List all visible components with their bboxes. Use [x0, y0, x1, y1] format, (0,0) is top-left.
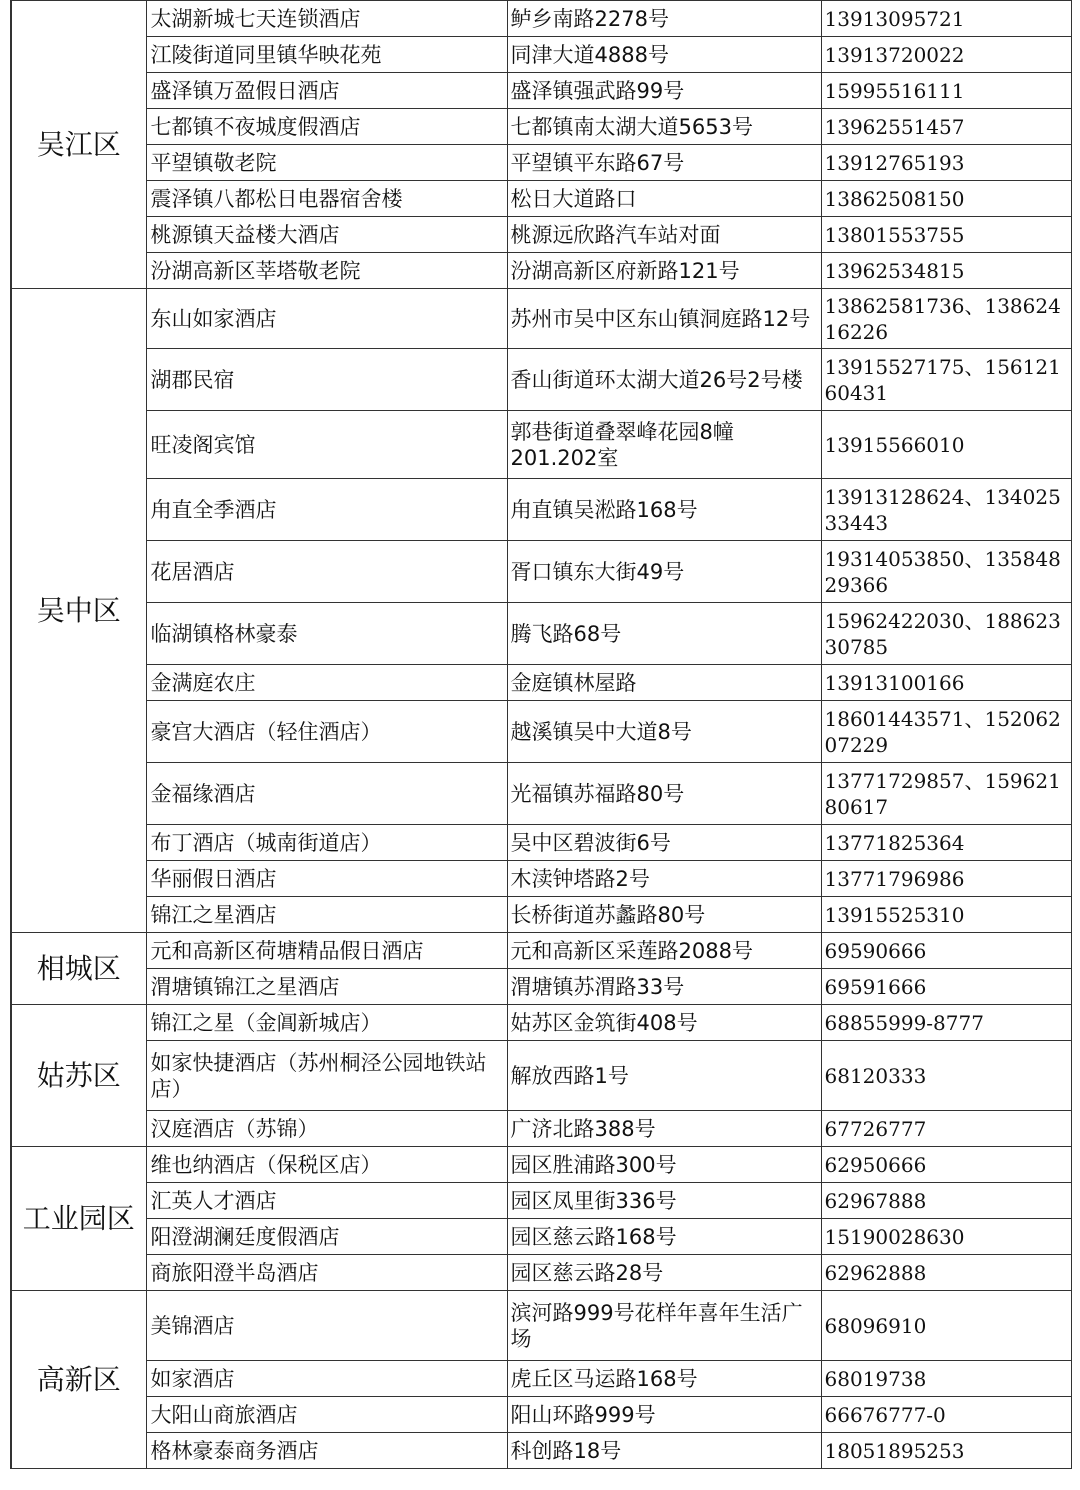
address-cell: 园区慈云路168号: [507, 1219, 821, 1255]
address-cell: 滨河路999号花样年喜年生活广场: [507, 1291, 821, 1361]
district-cell: 高新区: [11, 1291, 146, 1469]
phone-cell: 15190028630: [821, 1219, 1071, 1255]
table-row: [11, 701, 1071, 763]
table-row: [11, 969, 1071, 1005]
address-cell: 甪直镇吴淞路168号: [507, 479, 821, 541]
table-row: [11, 145, 1071, 181]
address-cell: 广济北路388号: [507, 1111, 821, 1147]
phone-cell: 62962888: [821, 1255, 1071, 1291]
address-cell: 阳山环路999号: [507, 1397, 821, 1433]
phone-cell: 13771825364: [821, 825, 1071, 861]
address-cell: 长桥街道苏蠡路80号: [507, 897, 821, 933]
hotel-name-cell: 甪直全季酒店: [146, 479, 507, 541]
hotel-name-cell: 平望镇敬老院: [146, 145, 507, 181]
district-cell: 工业园区: [11, 1147, 146, 1291]
table-row: [11, 1041, 1071, 1111]
phone-cell: 13913095721: [821, 1, 1071, 37]
hotel-name-cell: 如家酒店: [146, 1361, 507, 1397]
hotel-name-cell: 旺凌阁宾馆: [146, 411, 507, 479]
hotel-name-cell: 阳澄湖澜廷度假酒店: [146, 1219, 507, 1255]
table-row: [11, 1005, 1071, 1041]
phone-cell: 68855999-8777: [821, 1005, 1071, 1041]
phone-cell: 13913720022: [821, 37, 1071, 73]
hotel-name-cell: 金满庭农庄: [146, 665, 507, 701]
hotel-name-cell: 汇英人才酒店: [146, 1183, 507, 1219]
address-cell: 光福镇苏福路80号: [507, 763, 821, 825]
phone-cell: 15995516111: [821, 73, 1071, 109]
address-cell: 吴中区碧波街6号: [507, 825, 821, 861]
phone-cell: 68096910: [821, 1291, 1071, 1361]
address-cell: 木渎钟塔路2号: [507, 861, 821, 897]
address-cell: 苏州市吴中区东山镇洞庭路12号: [507, 289, 821, 349]
table-row: [11, 541, 1071, 603]
hotel-name-cell: 布丁酒店（城南街道店）: [146, 825, 507, 861]
phone-cell: 13912765193: [821, 145, 1071, 181]
table-row: [11, 253, 1071, 289]
table-row: [11, 1, 1071, 37]
table-row: [11, 217, 1071, 253]
table-row: [11, 1361, 1071, 1397]
hotel-name-cell: 临湖镇格林豪泰: [146, 603, 507, 665]
hotel-name-cell: 渭塘镇锦江之星酒店: [146, 969, 507, 1005]
hotel-name-cell: 元和高新区荷塘精品假日酒店: [146, 933, 507, 969]
table-row: [11, 109, 1071, 145]
address-cell: 同津大道4888号: [507, 37, 821, 73]
address-cell: 渭塘镇苏渭路33号: [507, 969, 821, 1005]
hotel-name-cell: 江陵街道同里镇华映花苑: [146, 37, 507, 73]
table-row: [11, 665, 1071, 701]
phone-cell: 66676777-0: [821, 1397, 1071, 1433]
phone-cell: 62950666: [821, 1147, 1071, 1183]
hotel-name-cell: 如家快捷酒店（苏州桐泾公园地铁站店）: [146, 1041, 507, 1111]
address-cell: 解放西路1号: [507, 1041, 821, 1111]
table-row: [11, 73, 1071, 109]
hotel-name-cell: 豪宫大酒店（轻住酒店）: [146, 701, 507, 763]
phone-cell: 67726777: [821, 1111, 1071, 1147]
address-cell: 郭巷街道叠翠峰花园8幢201.202室: [507, 411, 821, 479]
table-row: [11, 37, 1071, 73]
district-cell: 相城区: [11, 933, 146, 1005]
address-cell: 园区胜浦路300号: [507, 1147, 821, 1183]
table-row: [11, 289, 1071, 349]
table-row: [11, 349, 1071, 411]
address-cell: 越溪镇吴中大道8号: [507, 701, 821, 763]
address-cell: 科创路18号: [507, 1433, 821, 1469]
phone-cell: 69591666: [821, 969, 1071, 1005]
district-cell: 吴江区: [11, 1, 146, 289]
hotel-name-cell: 大阳山商旅酒店: [146, 1397, 507, 1433]
hotel-name-cell: 东山如家酒店: [146, 289, 507, 349]
phone-cell: 19314053850、13584829366: [821, 541, 1071, 603]
table-row: [11, 603, 1071, 665]
hotel-name-cell: 汉庭酒店（苏锦）: [146, 1111, 507, 1147]
phone-cell: 62967888: [821, 1183, 1071, 1219]
district-cell: 姑苏区: [11, 1005, 146, 1147]
district-cell: 吴中区: [11, 289, 146, 933]
address-cell: 汾湖高新区府新路121号: [507, 253, 821, 289]
hotel-name-cell: 商旅阳澄半岛酒店: [146, 1255, 507, 1291]
phone-cell: 18051895253: [821, 1433, 1071, 1469]
phone-cell: 13915527175、15612160431: [821, 349, 1071, 411]
hotel-name-cell: 锦江之星酒店: [146, 897, 507, 933]
address-cell: 元和高新区采莲路2088号: [507, 933, 821, 969]
table-row: [11, 825, 1071, 861]
address-cell: 盛泽镇强武路99号: [507, 73, 821, 109]
table-row: [11, 1183, 1071, 1219]
hotel-name-cell: 格林豪泰商务酒店: [146, 1433, 507, 1469]
address-cell: 桃源远欣路汽车站对面: [507, 217, 821, 253]
address-cell: 园区凤里街336号: [507, 1183, 821, 1219]
hotel-name-cell: 太湖新城七天连锁酒店: [146, 1, 507, 37]
table-row: [11, 861, 1071, 897]
phone-cell: 68120333: [821, 1041, 1071, 1111]
hotel-table-body: [11, 1, 1071, 1469]
hotel-name-cell: 金福缘酒店: [146, 763, 507, 825]
hotel-name-cell: 盛泽镇万盈假日酒店: [146, 73, 507, 109]
hotel-name-cell: 震泽镇八都松日电器宿舍楼: [146, 181, 507, 217]
table-row: [11, 181, 1071, 217]
phone-cell: 13801553755: [821, 217, 1071, 253]
phone-cell: 18601443571、15206207229: [821, 701, 1071, 763]
phone-cell: 13915525310: [821, 897, 1071, 933]
address-cell: 鲈乡南路2278号: [507, 1, 821, 37]
hotel-name-cell: 锦江之星（金阊新城店）: [146, 1005, 507, 1041]
phone-cell: 13962551457: [821, 109, 1071, 145]
address-cell: 七都镇南太湖大道5653号: [507, 109, 821, 145]
address-cell: 香山街道环太湖大道26号2号楼: [507, 349, 821, 411]
phone-cell: 68019738: [821, 1361, 1071, 1397]
hotel-name-cell: 维也纳酒店（保税区店）: [146, 1147, 507, 1183]
hotel-table: [10, 0, 1072, 1469]
hotel-name-cell: 桃源镇天益楼大酒店: [146, 217, 507, 253]
phone-cell: 13862508150: [821, 181, 1071, 217]
phone-cell: 13962534815: [821, 253, 1071, 289]
address-cell: 虎丘区马运路168号: [507, 1361, 821, 1397]
phone-cell: 15962422030、18862330785: [821, 603, 1071, 665]
phone-cell: 69590666: [821, 933, 1071, 969]
table-row: [11, 1433, 1071, 1469]
address-cell: 园区慈云路28号: [507, 1255, 821, 1291]
address-cell: 腾飞路68号: [507, 603, 821, 665]
hotel-name-cell: 美锦酒店: [146, 1291, 507, 1361]
address-cell: 金庭镇林屋路: [507, 665, 821, 701]
table-row: [11, 411, 1071, 479]
table-row: [11, 1397, 1071, 1433]
address-cell: 平望镇平东路67号: [507, 145, 821, 181]
table-row: [11, 897, 1071, 933]
address-cell: 姑苏区金筑街408号: [507, 1005, 821, 1041]
hotel-name-cell: 华丽假日酒店: [146, 861, 507, 897]
table-row: [11, 763, 1071, 825]
phone-cell: 13862581736、13862416226: [821, 289, 1071, 349]
phone-cell: 13771796986: [821, 861, 1071, 897]
phone-cell: 13771729857、15962180617: [821, 763, 1071, 825]
phone-cell: 13913128624、13402533443: [821, 479, 1071, 541]
table-row: [11, 1147, 1071, 1183]
phone-cell: 13913100166: [821, 665, 1071, 701]
phone-cell: 13915566010: [821, 411, 1071, 479]
table-row: [11, 1111, 1071, 1147]
table-row: [11, 1219, 1071, 1255]
address-cell: 胥口镇东大街49号: [507, 541, 821, 603]
hotel-name-cell: 汾湖高新区莘塔敬老院: [146, 253, 507, 289]
table-row: [11, 479, 1071, 541]
address-cell: 松日大道路口: [507, 181, 821, 217]
table-row: [11, 933, 1071, 969]
hotel-name-cell: 湖郡民宿: [146, 349, 507, 411]
hotel-name-cell: 花居酒店: [146, 541, 507, 603]
table-row: [11, 1255, 1071, 1291]
table-row: [11, 1291, 1071, 1361]
hotel-name-cell: 七都镇不夜城度假酒店: [146, 109, 507, 145]
